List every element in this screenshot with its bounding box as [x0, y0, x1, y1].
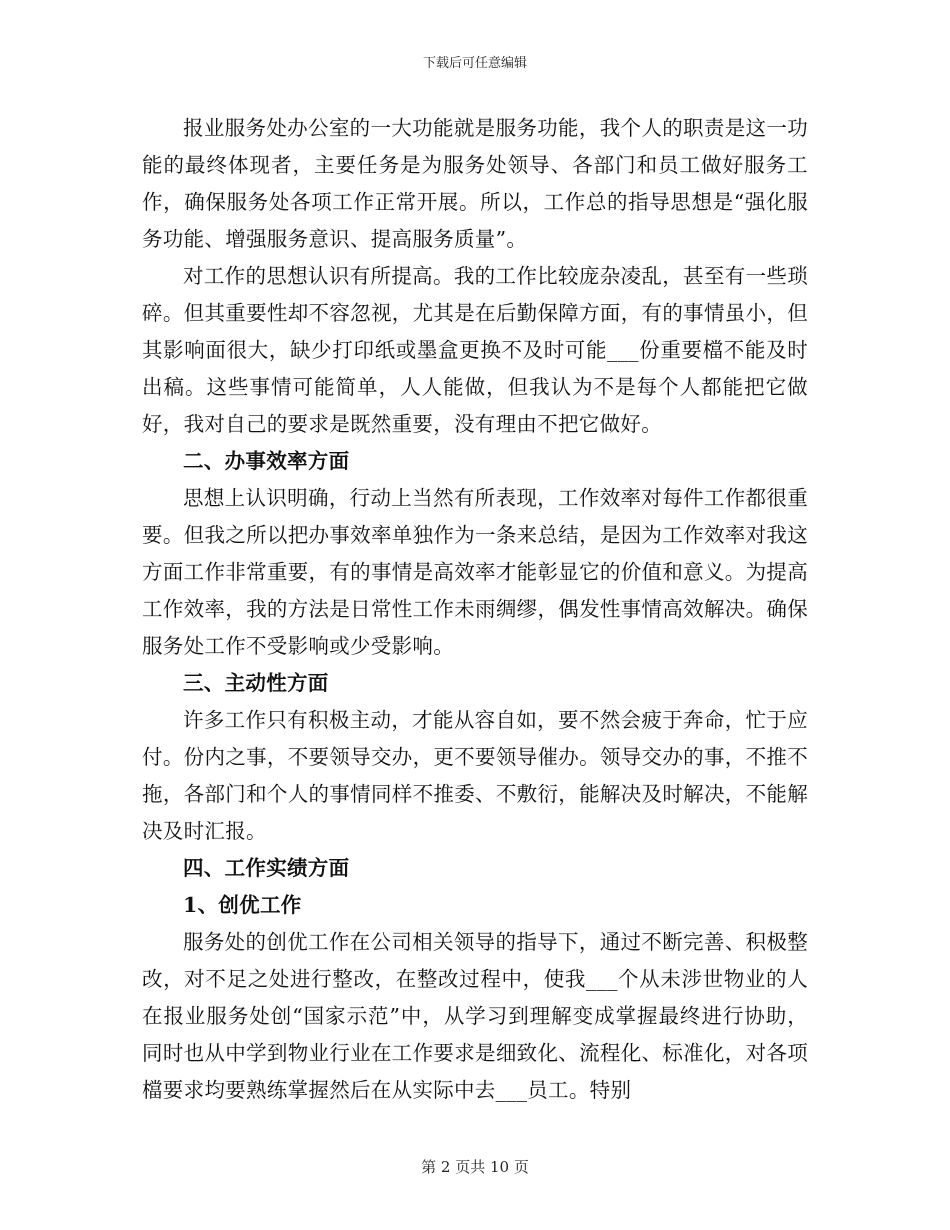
subheading-excellence-work: 1、创优工作	[183, 893, 302, 917]
heading-initiative: 三、主动性方面	[183, 671, 329, 695]
paragraph-initiative: 许多工作只有积极主动，才能从容自如，要不然会疲于奔命，忙于应付。份内之事，不要领导交办，更不要领导催办。领导交办的事，不推不拖，各部门和个人的事情同样不推委、不敷衍，能解决及时解决，不能解决及时汇报。	[142, 708, 808, 843]
page-number: 第 2 页共 10 页	[421, 1158, 529, 1176]
paragraph-efficiency: 思想上认识明确，行动上当然有所表现，工作效率对每件工作都很重要。但我之所以把办事效率单独作为一条来总结，是因为工作效率对我这方面工作非常重要，有的事情是高效率才能彰显它的价值和意义。为提高工作效率，我的方法是日常性工作未雨绸缪，偶发性事情高效解决。确保服务处工作不受影响或少受影响。	[142, 486, 808, 658]
paragraph-thought-awareness: 对工作的思想认识有所提高。我的工作比较庞杂凌乱，甚至有一些琐碎。但其重要性却不容忽视，尤其是在后勤保障方面，有的事情虽小，但其影响面很大，缺少打印纸或墨盒更换不及时可能___份重要檔不能及时出稿。这些事情可能简单，人人能做，但我认为不是每个人都能把它做好，我对自己的要求是既然重要，没有理由不把它做好。	[142, 264, 808, 436]
page-header-note: 下载后可任意编辑	[422, 56, 527, 71]
document-body	[142, 110, 808, 1109]
heading-achievements: 四、工作实绩方面	[183, 856, 350, 880]
paragraph-office-function: 报业服务处办公室的一大功能就是服务功能，我个人的职责是这一功能的最终体现者，主要任务是为服务处领导、各部门和员工做好服务工作，确保服务处各项工作正常开展。所以，工作总的指导思想是“强化服务功能、增强服务意识、提高服务质量”。	[142, 116, 808, 251]
paragraph-excellence-work: 服务处的创优工作在公司相关领导的指导下，通过不断完善、积极整改，对不足之处进行整改，在整改过程中，使我___个从未涉世物业的人在报业服务处创“国家示范”中，从学习到理解变成掌握最终进行协助，同时也从中学到物业行业在工作要求是细致化、流程化、标准化，对各项檔要求均要熟练掌握然后在从实际中去___员工。特别	[142, 930, 808, 1102]
heading-efficiency: 二、办事效率方面	[183, 449, 350, 473]
